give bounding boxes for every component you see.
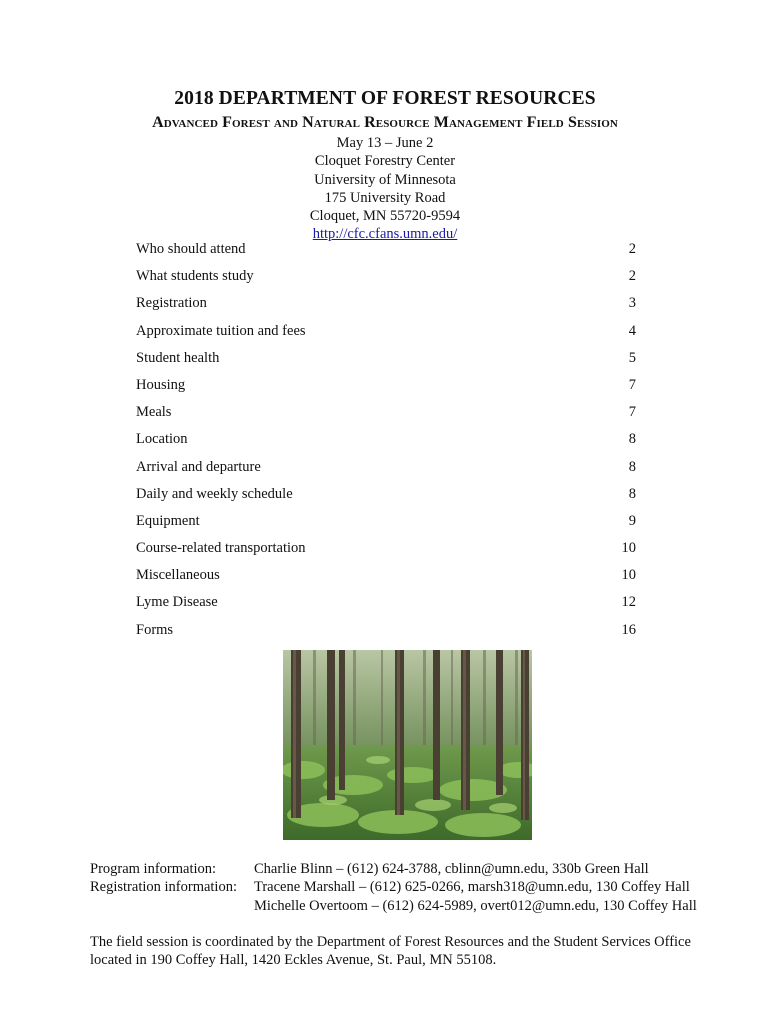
toc-label: Lyme Disease [136, 594, 218, 611]
toc-label: Location [136, 431, 188, 448]
registration-info-value: Tracene Marshall – (612) 625-0266, marsh318@umn.edu, 130 Coffey Hall [254, 879, 690, 896]
toc-page-number: 8 [628, 431, 636, 448]
toc-row [136, 431, 636, 458]
footer-line: located in 190 Coffey Hall, 1420 Eckles Avenue, St. Paul, MN 55108. [90, 952, 497, 969]
toc-row [136, 540, 636, 567]
toc-label: Miscellaneous [136, 567, 220, 584]
toc-label: Registration [136, 295, 207, 312]
contact-information [90, 860, 750, 915]
registration-info-value-2: Michelle Overtoom – (612) 624-5989, overt012@umn.edu, 130 Coffey Hall [254, 897, 697, 914]
toc-row [136, 377, 636, 404]
program-contact-row [90, 860, 750, 878]
toc-row [136, 241, 636, 268]
toc-label: Student health [136, 349, 220, 366]
toc-row [136, 323, 636, 350]
footer-note [90, 933, 730, 970]
toc-label: Housing [136, 376, 186, 393]
toc-label: Daily and weekly schedule [136, 485, 293, 502]
address-line-street: 175 University Road [324, 189, 446, 206]
toc-label: Arrival and departure [136, 458, 261, 475]
toc-page-number: 16 [621, 621, 636, 638]
toc-row [136, 268, 636, 295]
footer-line: The field session is coordinated by the Department of Forest Resources and the Student Services Office [90, 934, 691, 950]
table-of-contents [136, 241, 636, 649]
session-dates: May 13 – June 2 [336, 135, 434, 151]
registration-contact-row-2 [90, 897, 750, 915]
toc-row [136, 486, 636, 513]
toc-page-number: 4 [628, 322, 636, 339]
toc-row [136, 567, 636, 594]
toc-row [136, 513, 636, 540]
registration-info-label: Registration information: [90, 879, 237, 896]
toc-page-number: 8 [628, 458, 636, 475]
address-line-city: Cloquet, MN 55720-9594 [309, 208, 461, 225]
forest-photo [283, 650, 532, 840]
toc-label: Forms [136, 621, 174, 638]
toc-row [136, 622, 636, 649]
address-line-university: University of Minnesota [314, 171, 456, 188]
toc-page-number: 10 [621, 540, 636, 557]
document-subtitle: Advanced Forest and Natural Resource Management Field Session [152, 114, 618, 131]
registration-contact-row [90, 878, 750, 896]
document-title: 2018 DEPARTMENT OF FOREST RESOURCES [174, 88, 596, 109]
toc-page-number: 2 [628, 241, 636, 257]
program-info-value: Charlie Blinn – (612) 624-3788, cblinn@umn.edu, 330b Green Hall [254, 861, 649, 877]
toc-row [136, 404, 636, 431]
toc-label: Course-related transportation [136, 540, 306, 557]
toc-row [136, 350, 636, 377]
toc-page-number: 12 [621, 594, 636, 611]
toc-label: Who should attend [136, 241, 246, 257]
toc-label: Approximate tuition and fees [136, 322, 306, 339]
toc-label: Equipment [136, 512, 200, 529]
toc-row [136, 295, 636, 322]
toc-page-number: 7 [628, 404, 636, 421]
toc-page-number: 8 [628, 485, 636, 502]
toc-page-number: 10 [621, 567, 636, 584]
toc-page-number: 5 [628, 349, 636, 366]
address-line-center: Cloquet Forestry Center [314, 153, 456, 170]
program-info-label: Program information: [90, 861, 217, 877]
toc-label: What students study [136, 268, 254, 285]
toc-row [136, 594, 636, 621]
toc-label: Meals [136, 404, 172, 421]
toc-page-number: 9 [628, 512, 636, 529]
toc-page-number: 3 [628, 295, 636, 312]
toc-page-number: 2 [628, 268, 636, 285]
toc-row [136, 459, 636, 486]
session-info [0, 134, 770, 244]
toc-page-number: 7 [628, 376, 636, 393]
website-link[interactable]: http://cfc.cfans.umn.edu/ [312, 226, 458, 243]
